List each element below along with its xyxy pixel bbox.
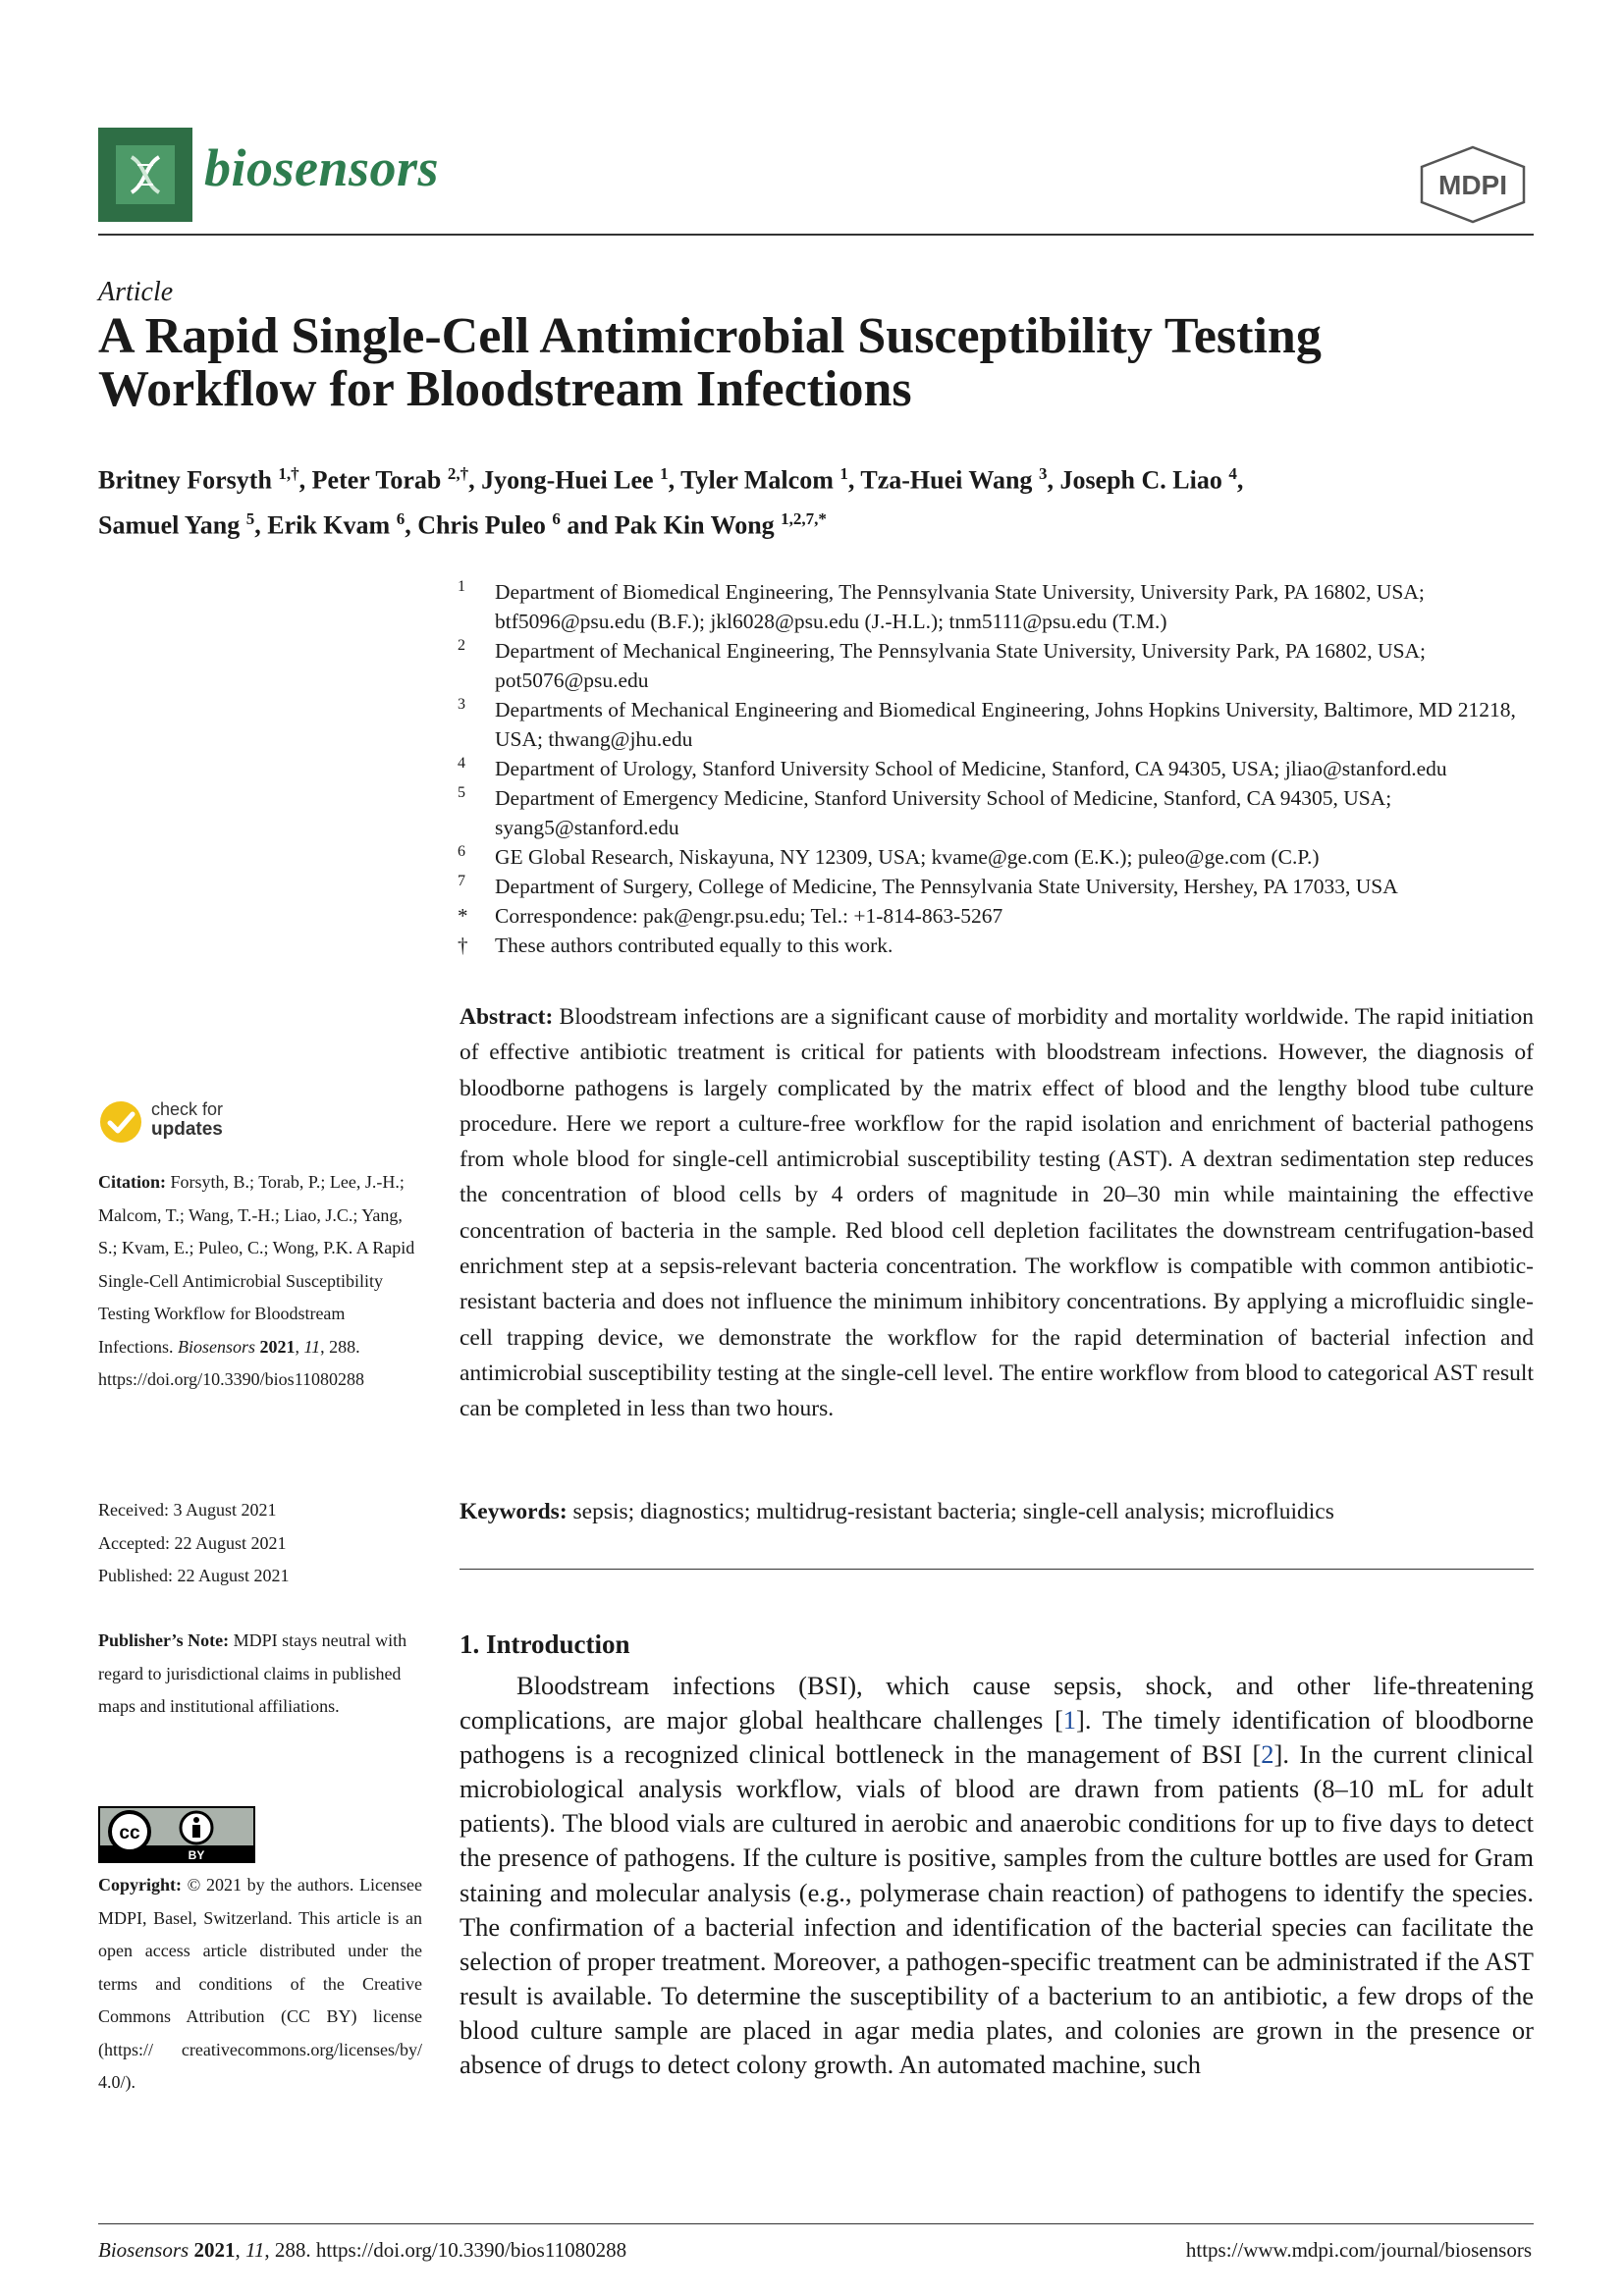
footer-citation: Biosensors 2021, 11, 288. https://doi.org/10.3390/bios11080288 <box>98 2238 627 2262</box>
affiliation-number: * <box>458 904 468 928</box>
author-name: Pak Kin Wong <box>614 510 775 540</box>
affiliation-text: Department of Emergency Medicine, Stanford University School of Medicine, Stanford, CA 94305, USA; syang5@stanford.edu <box>495 786 1392 839</box>
affiliation-item <box>458 695 1538 754</box>
affiliation-item <box>458 754 1538 783</box>
section-heading-introduction: 1. Introduction <box>460 1629 630 1659</box>
affiliation-item <box>458 901 1538 931</box>
keywords <box>460 1494 1534 1529</box>
author-affiliation-marker: 6 <box>552 508 561 528</box>
affiliation-number: † <box>458 934 468 957</box>
affiliation-text: Correspondence: pak@engr.psu.edu; Tel.: +1-814-863-5267 <box>495 904 1003 928</box>
author-name: Erik Kvam <box>267 510 391 540</box>
affiliation-item <box>458 872 1538 901</box>
affiliation-number: 4 <box>458 755 465 772</box>
section-divider <box>460 1569 1534 1570</box>
text-run: ]. In the current clinical microbiological analysis workflow, vials of blood are drawn from patients (8–10 mL for adult patients). The blood vials are cultured in aerobic and anaerobic conditions for up to five days to detect the presence of pathogens. If the culture is positive, samples from the culture bottles are used for Gram staining and molecular analysis (e.g., polymerase chain reaction) of pathogens to identify the species. The confirmation of a bacterial infection and identification of the bacterial species can facilitate the selection of proper treatment. Moreover, a pathogen-specific treatment can be administrated if the AST result is available. To determine the susceptibility of a bacterium to an antibiotic, a few drops of the blood culture sample are placed in agar media plates, and colonies are grown in the presence or absence of drugs to detect colony growth. An automated machine, such <box>460 1739 1534 2080</box>
author-name: Joseph C. Liao <box>1059 465 1222 495</box>
author-name: Tyler Malcom <box>680 465 834 495</box>
author-separator: , <box>1047 465 1060 495</box>
author-affiliation-marker: 4 <box>1228 464 1237 483</box>
mdpi-logo-text: MDPI <box>1438 170 1507 200</box>
publisher-note-label: Publisher’s Note: <box>98 1630 230 1650</box>
copyright-text: © 2021 by the authors. Licensee MDPI, Basel, Switzerland. This article is an open access article distributed under the terms and conditions of the Creative Commons Attribution (CC BY) license (https:// creativecommons.org/licenses/by/ 4.0/). <box>98 1875 422 2092</box>
check-updates-label <box>151 1099 223 1140</box>
affiliation-item <box>458 931 1538 960</box>
author-separator: , <box>668 465 681 495</box>
abstract-label: Abstract: <box>460 1004 554 1030</box>
check-updates-line1: check for <box>151 1099 224 1119</box>
author-affiliation-marker: 5 <box>245 508 255 528</box>
affiliation-item <box>458 577 1538 636</box>
abstract <box>460 999 1534 1427</box>
affiliation-item <box>458 636 1538 695</box>
affiliation-text: Departments of Mechanical Engineering and Biomedical Engineering, Johns Hopkins University, Baltimore, MD 21218, USA; thwang@jhu.edu <box>495 698 1516 751</box>
affiliation-number: 2 <box>458 637 465 654</box>
article-type: Article <box>98 277 174 307</box>
citation-block: Citation: Forsyth, B.; Torab, P.; Lee, J.-H.; Malcom, T.; Wang, T.-H.; Liao, J.C.; Yang, S.; Kvam, E.; Puleo, C.; Wong, P.K. A Rapid Single-Cell Antimicrobial Susceptibility Testing Workflow for Bloodstream Infections. Biosensors 2021, 11, 288. https://doi.org/10.3390/bios11080288 <box>98 1172 415 1389</box>
published-date: Published: 22 August 2021 <box>98 1566 290 1585</box>
mdpi-logo-icon <box>1414 145 1532 224</box>
author-name: Tza-Huei Wang <box>860 465 1033 495</box>
affiliation-text: These authors contributed equally to this work. <box>495 934 893 957</box>
introduction-body <box>460 1669 1534 2082</box>
journal-name: biosensors <box>204 138 440 197</box>
author-affiliation-marker: 1,2,7,* <box>781 508 827 528</box>
author-separator: , <box>405 510 418 540</box>
affiliation-list <box>458 577 1538 960</box>
article-title: A Rapid Single-Cell Antimicrobial Susceptibility Testing Workflow for Bloodstream Infections <box>98 308 1322 417</box>
author-affiliation-marker: 1 <box>660 464 669 483</box>
citation-label: Citation: <box>98 1172 166 1192</box>
abstract-text: Bloodstream infections are a significant cause of morbidity and mortality worldwide. The rapid initiation of effective antibiotic treatment is critical for patients with bloodstream infections. However, the diagnosis of bloodborne pathogens is largely complicated by the matrix effect of blood and the lengthy blood tube culture procedure. Here we report a culture-free workflow for the rapid isolation and enrichment of bacterial pathogens from whole blood for single-cell antimicrobial susceptibility testing (AST). A dextran sedimentation step reduces the concentration of blood cells by 4 orders of magnitude in 20–30 min while maintaining the effective concentration of bacteria in the sample. Red blood cell depletion facilitates the downstream centrifugation-based enrichment step at a sepsis-relevant bacteria concentration. The workflow is compatible with common antibiotic-resistant bacteria and does not influence the minimum inhibitory concentrations. By applying a microfluidic single-cell trapping device, we demonstrate the workflow for the rapid determination of bacterial infection and antimicrobial susceptibility testing at the single-cell level. The entire workflow from blood to categorical AST result can be completed in less than two hours. <box>460 1004 1534 1422</box>
author-separator: , <box>254 510 268 540</box>
author-affiliation-marker: 1,† <box>278 464 299 483</box>
citation-volume: 11 <box>303 1336 321 1357</box>
citation-year: 2021 <box>259 1336 296 1357</box>
author-affiliation-marker: 3 <box>1038 464 1048 483</box>
affiliation-number: 1 <box>458 578 465 595</box>
citation-journal: Biosensors <box>177 1336 255 1357</box>
footer-journal-url[interactable]: https://www.mdpi.com/journal/biosensors <box>1185 2238 1532 2262</box>
cc-by-text: BY <box>188 1848 205 1862</box>
author-separator: , <box>468 465 482 495</box>
footer-doi[interactable]: , 288. https://doi.org/10.3390/bios11080288 <box>264 2238 627 2262</box>
introduction-paragraph <box>460 1669 1534 2082</box>
affiliation-number: 6 <box>458 843 465 860</box>
accepted-date: Accepted: 22 August 2021 <box>98 1532 287 1553</box>
text-run: ]. The timely identification of bloodborne pathogens is a recognized clinical bottleneck in the management of BSI [ <box>460 1705 1534 1770</box>
footer-year: 2021 <box>193 2238 236 2262</box>
footer-volume: 11 <box>244 2238 265 2262</box>
author-affiliation-marker: 2,† <box>447 464 469 483</box>
affiliation-item <box>458 783 1538 842</box>
author-separator: , <box>847 465 861 495</box>
cc-by-license-icon[interactable] <box>98 1806 255 1863</box>
affiliation-number: 7 <box>458 873 465 889</box>
copyright-block <box>98 1869 422 2100</box>
author-separator: , <box>298 465 312 495</box>
publisher-note-text: MDPI stays neutral with regard to jurisdictional claims in published maps and institutional affiliations. <box>98 1630 407 1716</box>
check-for-updates-button[interactable] <box>98 1095 255 1150</box>
author-separator: and <box>560 510 615 540</box>
keywords-label: Keywords: <box>460 1499 568 1524</box>
dates-block <box>98 1494 422 1593</box>
footer-journal: Biosensors <box>98 2238 189 2262</box>
author-affiliation-marker: 6 <box>396 508 406 528</box>
reference-link[interactable]: 2 <box>1261 1739 1274 1770</box>
journal-logo-icon <box>98 128 192 222</box>
author-separator: , <box>1236 465 1244 495</box>
text-run: Bloodstream infections (BSI), which cause sepsis, shock, and other life-threatening complications, are major global healthcare challenges [ <box>460 1671 1534 1735</box>
reference-link[interactable]: 1 <box>1062 1705 1077 1735</box>
citation-text: Forsyth, B.; Torab, P.; Lee, J.-H.; Malcom, T.; Wang, T.-H.; Liao, J.C.; Yang, S.; Kvam, E.; Puleo, C.; Wong, P.K. A Rapid Single-Cell Antimicrobial Susceptibility Testing Workflow for Bloodstream Infections. <box>98 1172 415 1357</box>
footer-divider <box>98 2223 1534 2224</box>
affiliation-text: Department of Urology, Stanford University School of Medicine, Stanford, CA 94305, USA; jliao@stanford.edu <box>495 757 1447 780</box>
check-updates-icon <box>98 1099 143 1145</box>
header-divider <box>98 234 1534 236</box>
publisher-note <box>98 1625 422 1724</box>
author-name: Jyong-Huei Lee <box>481 465 654 495</box>
affiliation-number: 3 <box>458 696 465 713</box>
received-date: Received: 3 August 2021 <box>98 1500 277 1520</box>
affiliation-text: Department of Surgery, College of Medicine, The Pennsylvania State University, Hershey, PA 17033, USA <box>495 875 1398 898</box>
affiliation-text: Department of Biomedical Engineering, The Pennsylvania State University, University Park, PA 16802, USA; btf5096@psu.edu (B.F.); jkl6028@psu.edu (J.-H.L.); tnm5111@psu.edu (T.M.) <box>495 580 1425 633</box>
svg-text:cc: cc <box>119 1823 140 1843</box>
author-list <box>98 454 1532 544</box>
author-name: Britney Forsyth <box>98 465 272 495</box>
affiliation-number: 5 <box>458 784 465 801</box>
affiliation-item <box>458 842 1538 872</box>
author-name: Samuel Yang <box>98 510 241 540</box>
affiliation-text: Department of Mechanical Engineering, The Pennsylvania State University, University Park, PA 16802, USA; pot5076@psu.edu <box>495 639 1427 692</box>
keywords-text: sepsis; diagnostics; multidrug-resistant bacteria; single-cell analysis; microfluidics <box>572 1499 1334 1524</box>
author-name: Chris Puleo <box>417 510 546 540</box>
citation-doi[interactable]: , 288. https://doi.org/10.3390/bios11080288 <box>98 1336 365 1389</box>
affiliation-text: GE Global Research, Niskayuna, NY 12309, USA; kvame@ge.com (E.K.); puleo@ge.com (C.P.) <box>495 845 1320 869</box>
check-updates-line2: updates <box>151 1119 223 1140</box>
author-affiliation-marker: 1 <box>839 464 848 483</box>
author-name: Peter Torab <box>311 465 442 495</box>
copyright-label: Copyright: <box>98 1875 182 1895</box>
